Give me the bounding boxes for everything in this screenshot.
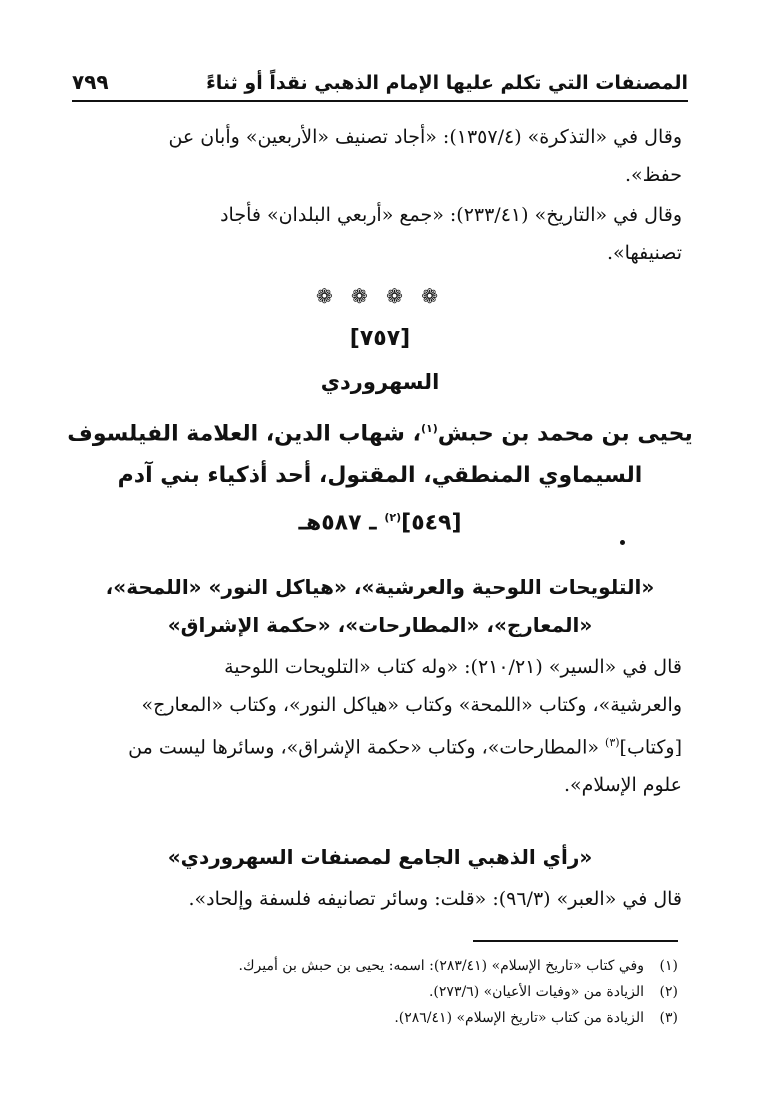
running-title: المصنفات التي تكلم عليها الإمام الذهبي نقداً أو ثناءً [206, 72, 688, 94]
footnote-1-number: (١) [659, 958, 678, 974]
bio-line-2: السيماوي المنطقي، المقتول، أحد أذكياء بني آدم [117, 463, 643, 489]
footnote-3-text: الزيادة من كتاب «تاريخ الإسلام» (٢٨٦/٤١). [394, 1010, 644, 1026]
section1-line-4: علوم الإسلام». [563, 774, 682, 797]
death-year: ـ ٥٨٧هـ [298, 510, 385, 536]
bio-line-1 [60, 408, 700, 455]
section2-paragraph [78, 880, 682, 918]
section2-heading: «رأي الذهبي الجامع لمصنفات السهروردي» [167, 845, 593, 869]
birth-year: [٥٤٩] [401, 510, 462, 536]
section1-line-2: والعرشية»، وكتاب «اللمحة» وكتاب «هياكل النور»، وكتاب «المعارج» [141, 694, 682, 716]
footnote-1 [80, 956, 678, 976]
bio-line-1-text-b: ، شهاب الدين، العلامة الفيلسوف [67, 421, 421, 447]
section1-line-1: قال في «السير» (٢١٠/٢١): «وله كتاب «التلويحات اللوحية [224, 656, 682, 678]
footnote-1-text: وفي كتاب «تاريخ الإسلام» (٢٨٣/٤١): اسمه: يحيى بن حبش بن أميرك. [238, 958, 644, 974]
entry-number: [٧٥٧] [349, 326, 411, 351]
entry-name: السهروردي [320, 370, 440, 394]
intro-paragraph-1 [78, 118, 682, 194]
decorative-dot [620, 540, 625, 545]
intro-line-3: وقال في «التاريخ» (٢٣٣/٤١): «جمع «أربعي البلدان» فأجاد [220, 204, 682, 226]
running-header [72, 64, 688, 102]
section2-line-1: قال في «العبر» (٩٦/٣): «قلت: وسائر تصانيفه فلسفة وإلحاد». [188, 888, 682, 910]
footnote-separator [473, 940, 678, 942]
intro-line-1: وقال في «التذكرة» (١٣٥٧/٤): «أجاد تصنيف «الأربعين» وأبان عن [168, 126, 682, 148]
entry-biography [60, 408, 700, 545]
bio-line-1-text: يحيى بن محمد بن حبش [437, 421, 693, 447]
section1-heading-line-1: «التلويحات اللوحية والعرشية»، «هياكل النور» «اللمحة»، [105, 575, 655, 599]
footnote-ref-3[interactable]: (٣) [605, 736, 620, 749]
section1-line-3 [78, 724, 682, 766]
bio-line-3 [60, 497, 700, 544]
footnote-2-text: الزيادة من «وفيات الأعيان» (٢٧٣/٦). [428, 984, 644, 1000]
section1-line-3-text-b: «المطارحات»، وكتاب «حكمة الإشراق»، وسائرها ليست من [128, 736, 606, 759]
intro-line-4: تصنيفها». [606, 242, 682, 264]
footnote-2 [80, 982, 678, 1002]
footnote-2-number: (٢) [659, 984, 678, 1000]
section1-paragraph [78, 648, 682, 804]
intro-paragraph-2 [78, 196, 682, 272]
footnote-ref-1[interactable]: (١) [420, 422, 438, 435]
footnote-3-number: (٣) [659, 1010, 678, 1026]
footnote-ref-2[interactable]: (٢) [384, 511, 402, 525]
section1-line-3-text: [وكتاب] [619, 736, 682, 759]
section-separator: ❁ ❁ ❁ ❁ [315, 284, 445, 308]
footnote-3 [80, 1008, 678, 1028]
intro-line-2: حفظ». [624, 164, 682, 186]
section1-heading [60, 568, 700, 644]
section1-heading-line-2: «المعارج»، «المطارحات»، «حكمة الإشراق» [167, 613, 593, 637]
page-number: ٧٩٩ [72, 70, 109, 94]
